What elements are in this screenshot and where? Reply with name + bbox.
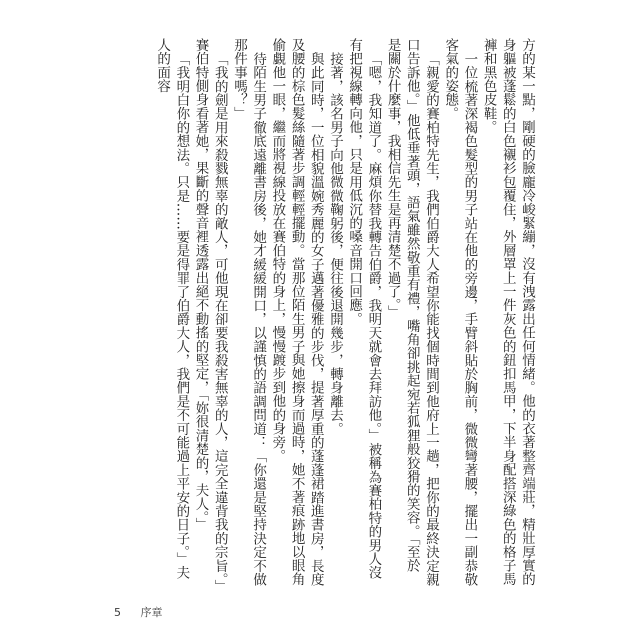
paragraph-2: 一位梳著深褐色髮型的男子站在他的旁邊，手臂斜貼於胸前，微微彎著腰，擺出一副恭敬客氣的姿態。: [442, 38, 478, 586]
paragraph-8: 「我的劍是用來殺戮無辜的敵人，可他現在卻要我殺害無辜的人，這完全違背我的宗旨。」賽伯特側身看著她，果斷的聲音裡透露出絕不動搖的堅定，「妳很清楚的，夫人。」: [192, 38, 228, 586]
page-number: 5: [114, 606, 121, 619]
page-footer: [114, 604, 163, 620]
paragraph-1: 方的某一點，剛硬的臉龐冷峻緊繃，沒有洩露出任何情緒。他的衣著整齊端莊，精壯厚實的身軀被蓬鬆的白色襯衫包覆住，外層罩上一件灰色的鈕扣馬甲，下半身配搭深綠色的格子馬褲和黑色皮鞋。: [480, 38, 535, 586]
paragraph-4: 「嗯，我知道了。麻煩你替我轉告伯爵，我明天就會去拜訪他。」被稱為賽柏特的男人沒有把視線轉向他，只是用低沉的嗓音開口回應。: [346, 38, 382, 580]
paragraph-6: 與此同時，一位相貌溫婉秀麗的女子邁著優雅的步伐，提著厚重的蓬蓬裙踏進書房，長度及腰的棕色髮絲隨著步調輕輕擺動。當那位陌生男子與她擦身而過時，她不著痕跡地以眼角偷覷他一眼，繼而將視線投放在賽伯特的身上，慢慢踱步到他的身旁。: [269, 38, 324, 586]
section-title: 序章: [140, 606, 163, 619]
paragraph-5: 接著，該名男子向他微微鞠躬後，便往後退開幾步，轉身離去。: [326, 51, 343, 436]
paragraph-7: 待陌生男子徹底遠離書房後，她才緩緩開口，以謹慎的語調問道：「你還是堅持決定不做那件事嗎？」: [230, 38, 267, 586]
vertical-text-block: [152, 38, 536, 586]
paragraph-3: 「親愛的賽柏特先生，我們伯爵大人希望你能找個時間到他府上一趟，把你的最終決定親口告訴他。」他低垂著頭，語氣雖然敬重有禮，嘴角卻挑起宛若狐狸般狡猾的笑容。「至於是關於什麼事，我相信先生是再清楚不過了。」: [384, 38, 439, 586]
paragraph-9: 「我明白你的想法。只是……要是得罪了伯爵大人，我們是不可能過上平安的日子。」夫人的面容: [154, 38, 190, 580]
